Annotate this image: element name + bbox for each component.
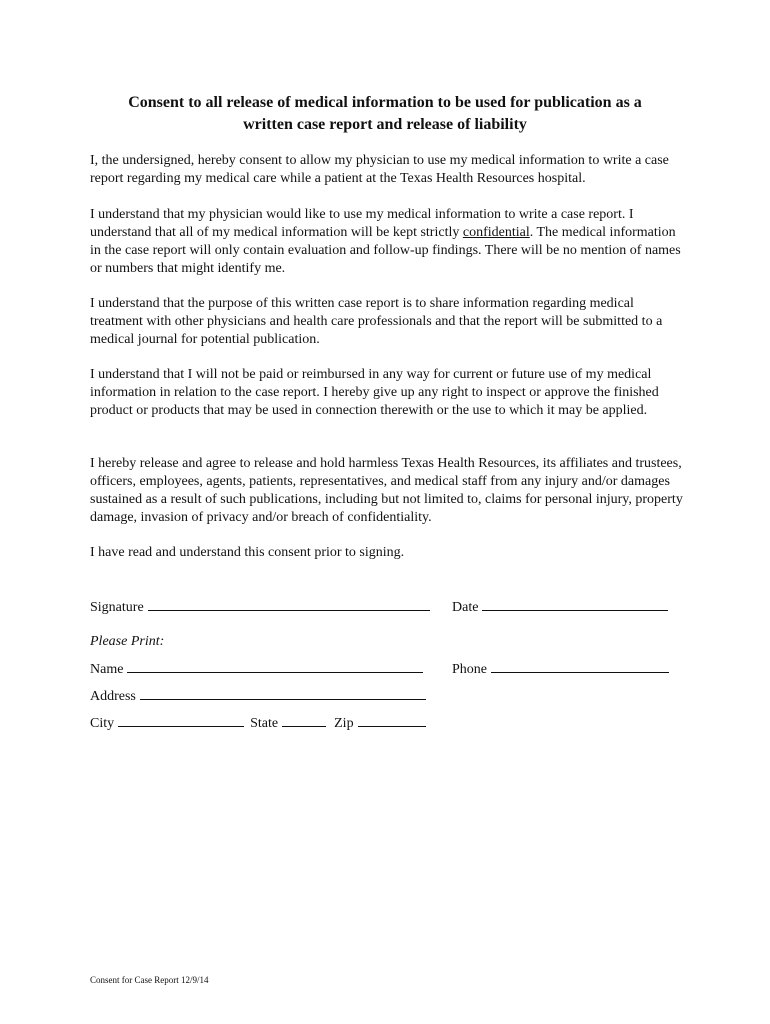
signature-label: Signature [90, 600, 144, 615]
address-line[interactable] [140, 687, 426, 700]
state-label: State [250, 716, 279, 731]
please-print-label: Please Print: [90, 634, 165, 649]
document-title [80, 92, 690, 136]
signature-field [90, 598, 430, 617]
city-label: City [90, 716, 115, 731]
name-label: Name [90, 662, 124, 677]
signature-line[interactable] [148, 598, 430, 611]
title-line-1: Consent to all release of medical information to be used for publication as a [128, 94, 642, 111]
phone-line[interactable] [491, 660, 669, 673]
address-label: Address [90, 689, 136, 704]
city-line[interactable] [118, 714, 244, 727]
paragraph-confidentiality-start: I understand that my physician would like to use my medical information to write a case report. I understand that all of my medical information will be kept strictly [90, 207, 634, 240]
city-state-zip-field [90, 714, 426, 733]
name-field [90, 660, 423, 679]
phone-field [452, 660, 669, 679]
state-line[interactable] [282, 714, 326, 727]
date-label: Date [452, 600, 479, 615]
title-line-2: written case report and release of liability [243, 116, 527, 133]
paragraph-release: I hereby release and agree to release and hold harmless Texas Health Resources, its affiliates and trustees, officers, employees, agents, patients, representatives, and medical staff from any injury and/or damages sustained as a result of such publications, including but not limited to, claims for personal injury, property damage, invasion of privacy and/or breach of confidentiality. [90, 456, 683, 525]
phone-label: Phone [452, 662, 487, 677]
date-field [452, 598, 668, 617]
date-line[interactable] [482, 598, 668, 611]
footer-text: Consent for Case Report 12/9/14 [90, 975, 209, 985]
confidential-word: confidential [462, 225, 530, 240]
paragraph-confidentiality-end: . The medical information in the case report will only contain evaluation and follow-up findings. There will be no mention of names or numbers that might identify me. [90, 225, 681, 276]
zip-label: Zip [334, 716, 354, 731]
paragraph-no-payment: I understand that I will not be paid or reimbursed in any way for current or future use of my medical information in relation to the case report. I hereby give up any right to inspect or approve the finished product or products that may be used in connection therewith or the use to which it may be applied. [90, 367, 659, 418]
paragraph-consent: I, the undersigned, hereby consent to allow my physician to use my medical information to write a case report regarding my medical care while a patient at the Texas Health Resources hospital. [90, 153, 669, 186]
paragraph-purpose: I understand that the purpose of this written case report is to share information regarding medical treatment with other physicians and health care professionals and that the report will be submitted to a medical journal for potential publication. [90, 296, 663, 347]
zip-line[interactable] [358, 714, 426, 727]
paragraph-confidentiality [90, 206, 690, 278]
address-field [90, 687, 426, 706]
name-line[interactable] [127, 660, 423, 673]
paragraph-acknowledgement: I have read and understand this consent prior to signing. [90, 545, 405, 560]
